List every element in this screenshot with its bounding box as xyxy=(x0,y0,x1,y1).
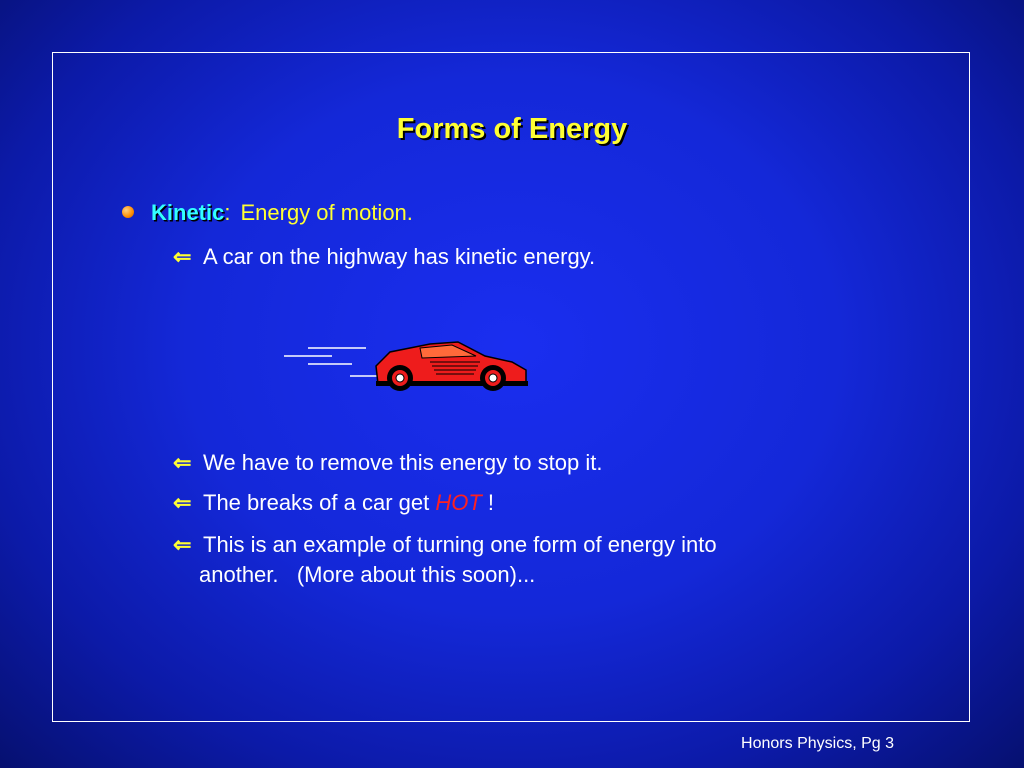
sub-item-text-line1: This is an example of turning one form of energy into xyxy=(203,532,717,557)
sub-item-text-prefix: The breaks of a car get xyxy=(203,490,436,515)
bullet-dot-icon xyxy=(122,206,134,218)
left-arrow-icon: ⇐ xyxy=(173,532,192,557)
bullet-definition: Energy of motion. xyxy=(240,200,413,225)
speed-lines xyxy=(284,348,380,376)
sub-item-example xyxy=(173,530,717,590)
sub-item-text-line2: another. (More about this soon)... xyxy=(199,562,536,587)
sub-item-remove xyxy=(173,448,602,478)
slide-footer: Honors Physics, Pg 3 xyxy=(741,735,894,752)
bullet-term: Kinetic xyxy=(151,200,225,225)
slide-title: Forms of Energy xyxy=(396,113,628,145)
sub-item-text: A car on the highway has kinetic energy. xyxy=(203,244,596,269)
sub-item-car xyxy=(173,242,595,272)
red-sports-car-illustration xyxy=(280,336,540,398)
sub-item-text: We have to remove this energy to stop it. xyxy=(203,450,603,475)
rear-wheel xyxy=(387,365,413,391)
left-arrow-icon: ⇐ xyxy=(173,450,192,475)
sub-item-text-suffix: ! xyxy=(481,490,495,515)
left-arrow-icon: ⇐ xyxy=(173,490,192,515)
front-wheel xyxy=(480,365,506,391)
left-arrow-icon: ⇐ xyxy=(173,244,192,269)
hot-word: HOT xyxy=(435,490,482,515)
sub-item-hot xyxy=(173,488,494,518)
bullet-kinetic xyxy=(122,200,413,226)
bullet-colon: : xyxy=(224,200,231,225)
